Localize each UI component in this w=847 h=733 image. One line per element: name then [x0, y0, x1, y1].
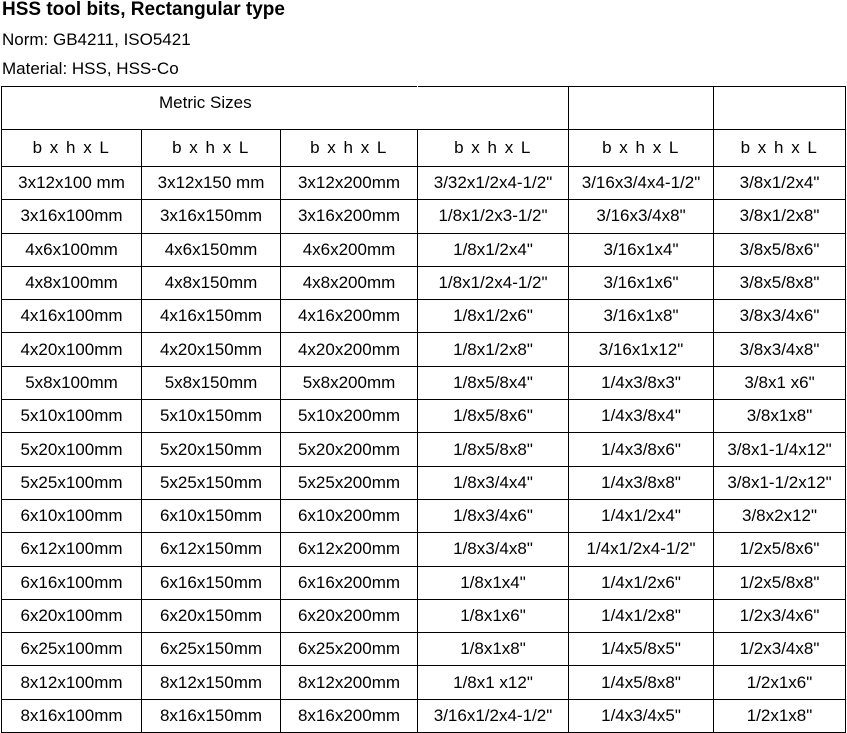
table-cell: 3/16x1/2x4-1/2": [418, 699, 569, 732]
table-row: [2, 566, 846, 599]
table-cell: 1/2x5/8x8": [714, 566, 846, 599]
table-cell: 1/8x1x6": [418, 599, 569, 632]
table-cell: 1/8x1x4": [418, 566, 569, 599]
table-row: [2, 333, 846, 366]
table-cell: 6x10x150mm: [142, 499, 281, 532]
table-cell: 6x25x100mm: [2, 633, 142, 666]
table-cell: 5x25x100mm: [2, 466, 142, 499]
table-cell: 5x8x150mm: [142, 366, 281, 399]
table-cell: 8x16x200mm: [281, 699, 418, 732]
table-cell: 8x16x100mm: [2, 699, 142, 732]
table-cell: 3/8x3/4x8": [714, 333, 846, 366]
table-row: [2, 233, 846, 266]
table-cell: 3/16x3/4x8": [569, 200, 714, 233]
table-cell: 1/8x1 x12": [418, 666, 569, 699]
table-cell: 5x20x150mm: [142, 433, 281, 466]
column-header-row: [2, 130, 846, 167]
table-cell: 4x16x150mm: [142, 300, 281, 333]
table-cell: 4x6x200mm: [281, 233, 418, 266]
table-cell: 1/8x5/8x8": [418, 433, 569, 466]
table-row: [2, 266, 846, 299]
table-cell: 4x8x100mm: [2, 266, 142, 299]
table-cell: 4x20x100mm: [2, 333, 142, 366]
table-cell: 1/2x3/4x6": [714, 599, 846, 632]
table-cell: 1/8x3/4x6": [418, 499, 569, 532]
table-cell: 4x16x200mm: [281, 300, 418, 333]
table-cell: 6x12x150mm: [142, 533, 281, 566]
table-cell: 3/8x1-1/2x12": [714, 466, 846, 499]
table-cell: 1/4x3/8x6": [569, 433, 714, 466]
table-cell: 3/16x1x8": [569, 300, 714, 333]
table-cell: 3/32x1/2x4-1/2": [418, 167, 569, 200]
table-row: [2, 466, 846, 499]
table-cell: 1/8x1x8": [418, 633, 569, 666]
table-row: [2, 666, 846, 699]
table-cell: 6x10x200mm: [281, 499, 418, 532]
table-row: [2, 200, 846, 233]
table-cell: 6x12x200mm: [281, 533, 418, 566]
table-cell: 6x20x100mm: [2, 599, 142, 632]
column-header: b x h x L: [418, 130, 569, 167]
table-cell: 6x12x100mm: [2, 533, 142, 566]
group-header-empty-cell: [418, 87, 569, 130]
table-row: [2, 400, 846, 433]
column-header: b x h x L: [569, 130, 714, 167]
column-header: b x h x L: [281, 130, 418, 167]
table-cell: 1/8x5/8x4": [418, 366, 569, 399]
table-cell: 3/8x1/2x4": [714, 167, 846, 200]
table-cell: 3/8x3/4x6": [714, 300, 846, 333]
table-cell: 8x12x100mm: [2, 666, 142, 699]
table-row: [2, 499, 846, 532]
column-header: b x h x L: [2, 130, 142, 167]
table-cell: 3/16x1x4": [569, 233, 714, 266]
table-cell: 1/8x3/4x8": [418, 533, 569, 566]
table-row: [2, 533, 846, 566]
table-cell: 6x16x150mm: [142, 566, 281, 599]
table-cell: 5x10x100mm: [2, 400, 142, 433]
table-cell: 3/8x1/2x8": [714, 200, 846, 233]
table-cell: 6x20x150mm: [142, 599, 281, 632]
table-row: [2, 599, 846, 632]
table-cell: 5x20x100mm: [2, 433, 142, 466]
table-cell: 1/8x1/2x8": [418, 333, 569, 366]
table-cell: 4x6x100mm: [2, 233, 142, 266]
table-cell: 1/8x5/8x6": [418, 400, 569, 433]
table-cell: 3x12x100 mm: [2, 167, 142, 200]
table-cell: 1/8x1/2x3-1/2": [418, 200, 569, 233]
material-line: Material: HSS, HSS-Co: [2, 59, 179, 78]
table-cell: 1/8x1/2x4-1/2": [418, 266, 569, 299]
table-cell: 3/16x1x12": [569, 333, 714, 366]
table-cell: 1/4x1/2x6": [569, 566, 714, 599]
page-title: HSS tool bits, Rectangular type: [2, 0, 285, 20]
table-cell: 5x10x200mm: [281, 400, 418, 433]
table-row: [2, 433, 846, 466]
table-cell: 1/4x1/2x8": [569, 599, 714, 632]
table-cell: 5x10x150mm: [142, 400, 281, 433]
sizes-table: [1, 86, 846, 733]
table-cell: 1/4x3/4x5": [569, 699, 714, 732]
table-cell: 5x25x150mm: [142, 466, 281, 499]
table-cell: 3/8x5/8x6": [714, 233, 846, 266]
table-cell: 1/8x1/2x4": [418, 233, 569, 266]
table-cell: 4x8x150mm: [142, 266, 281, 299]
table-cell: 6x16x200mm: [281, 566, 418, 599]
table-cell: 5x8x100mm: [2, 366, 142, 399]
table-cell: 3/16x1x6": [569, 266, 714, 299]
table-cell: 8x12x200mm: [281, 666, 418, 699]
table-row: [2, 167, 846, 200]
table-cell: 8x16x150mm: [142, 699, 281, 732]
table-cell: 1/4x1/2x4": [569, 499, 714, 532]
table-row: [2, 633, 846, 666]
group-header-empty-cell: [569, 87, 714, 130]
table-cell: 8x12x150mm: [142, 666, 281, 699]
table-cell: 1/2x1x8": [714, 699, 846, 732]
table-cell: 6x16x100mm: [2, 566, 142, 599]
table-cell: 6x20x200mm: [281, 599, 418, 632]
table-cell: 4x8x200mm: [281, 266, 418, 299]
table-cell: 3/8x1-1/4x12": [714, 433, 846, 466]
table-cell: 3x16x150mm: [142, 200, 281, 233]
table-cell: 1/4x5/8x5": [569, 633, 714, 666]
table-cell: 1/2x1x6": [714, 666, 846, 699]
table-cell: 3x12x150 mm: [142, 167, 281, 200]
table-cell: 4x16x100mm: [2, 300, 142, 333]
column-header: b x h x L: [142, 130, 281, 167]
group-header-empty-cell: [714, 87, 846, 130]
table-row: [2, 699, 846, 732]
table-cell: 1/4x1/2x4-1/2": [569, 533, 714, 566]
table-cell: 3x12x200mm: [281, 167, 418, 200]
table-cell: 3x16x100mm: [2, 200, 142, 233]
table-cell: 5x8x200mm: [281, 366, 418, 399]
table-cell: 3x16x200mm: [281, 200, 418, 233]
table-cell: 4x20x150mm: [142, 333, 281, 366]
table-cell: 5x20x200mm: [281, 433, 418, 466]
norm-line: Norm: GB4211, ISO5421: [2, 30, 191, 49]
metric-sizes-label: Metric Sizes: [2, 87, 418, 130]
column-header: b x h x L: [714, 130, 846, 167]
table-row: [2, 366, 846, 399]
table-cell: 6x10x100mm: [2, 499, 142, 532]
table-cell: 1/4x5/8x8": [569, 666, 714, 699]
table-cell: 1/4x3/8x8": [569, 466, 714, 499]
table-cell: 5x25x200mm: [281, 466, 418, 499]
table-cell: 3/8x1x8": [714, 400, 846, 433]
table-cell: 1/2x5/8x6": [714, 533, 846, 566]
table-cell: 1/4x3/8x4": [569, 400, 714, 433]
table-cell: 1/8x1/2x6": [418, 300, 569, 333]
table-cell: 1/2x3/4x8": [714, 633, 846, 666]
table-row: [2, 300, 846, 333]
table-cell: 6x25x150mm: [142, 633, 281, 666]
table-cell: 3/8x2x12": [714, 499, 846, 532]
table-cell: 3/8x1 x6": [714, 366, 846, 399]
table-cell: 1/4x3/8x3": [569, 366, 714, 399]
table-cell: 6x25x200mm: [281, 633, 418, 666]
table-cell: 3/8x5/8x8": [714, 266, 846, 299]
table-cell: 1/8x3/4x4": [418, 466, 569, 499]
group-header-row: [2, 87, 846, 130]
table-cell: 4x20x200mm: [281, 333, 418, 366]
table-cell: 4x6x150mm: [142, 233, 281, 266]
table-cell: 3/16x3/4x4-1/2": [569, 167, 714, 200]
